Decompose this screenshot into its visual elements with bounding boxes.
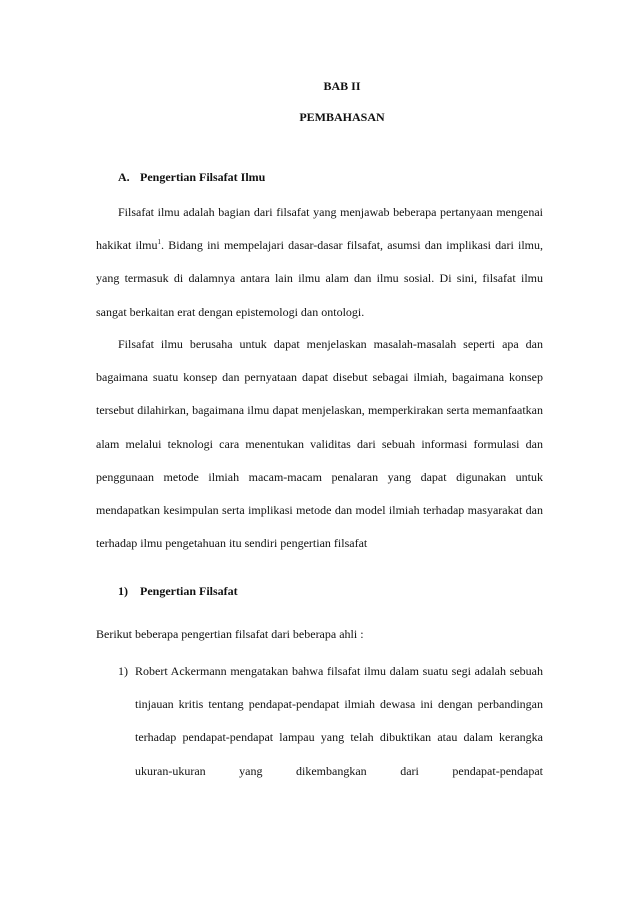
footnote-marker[interactable]: 1 xyxy=(157,238,162,247)
subsection-1-heading xyxy=(118,584,238,599)
subsection-1-number: 1) xyxy=(118,584,128,598)
section-a-number: A. xyxy=(118,170,130,184)
paragraph-1 xyxy=(96,196,543,329)
paragraph-1-text-b: . Bidang ini mempelajari dasar-dasar filsafat, asumsi dan implikasi dari ilmu, yang termasuk di dalamnya antara lain ilmu alam dan ilmu sosial. Di sini, filsafat ilmu sangat berkaitan erat dengan epistemologi dan ontologi. xyxy=(96,238,544,319)
section-a-heading xyxy=(118,170,265,185)
list-item xyxy=(118,655,543,788)
chapter-subtitle: PEMBAHASAN xyxy=(299,110,385,124)
paragraph-2: Filsafat ilmu berusaha untuk dapat menjelaskan masalah-masalah seperti apa dan bagaimana suatu konsep dan pernyataan dapat disebut sebagai ilmiah, bagaimana konsep tersebut dilahirkan, bagaimana ilmu dapat menjelaskan, memperkirakan serta memanfaatkan alam melalui teknologi cara menentukan validitas dari sebuah informasi formulasi dan penggunaan metode ilmiah macam-macam penalaran yang dapat digunakan untuk mendapatkan kesimpulan serta implikasi metode dan model ilmiah terhadap masyarakat dan terhadap ilmu pengetahuan itu sendiri pengertian filsafat xyxy=(96,337,543,551)
subsection-1-title: Pengertian Filsafat xyxy=(140,584,238,598)
paragraph-1-text-a: Filsafat ilmu adalah bagian dari filsafat yang menjawab beberapa pertanyaan mengenai hakikat ilmu xyxy=(96,205,543,253)
list-item-marker: 1) xyxy=(118,664,128,678)
intro-line: Berikut beberapa pengertian filsafat dari beberapa ahli : xyxy=(96,627,364,641)
section-a-title: Pengertian Filsafat Ilmu xyxy=(140,170,266,184)
list-item-text: Robert Ackermann mengatakan bahwa filsafat ilmu dalam suatu segi adalah sebuah tinjauan kritis tentang pendapat-pendapat ilmiah dewasa ini dengan perbandingan terhadap pendapat-pendapat lampau yang telah dibuktikan atau dalam kerangka ukuran-ukuran yang dikembangkan dari pendapat-pendapat xyxy=(135,664,543,778)
chapter-title: BAB II xyxy=(323,79,361,93)
